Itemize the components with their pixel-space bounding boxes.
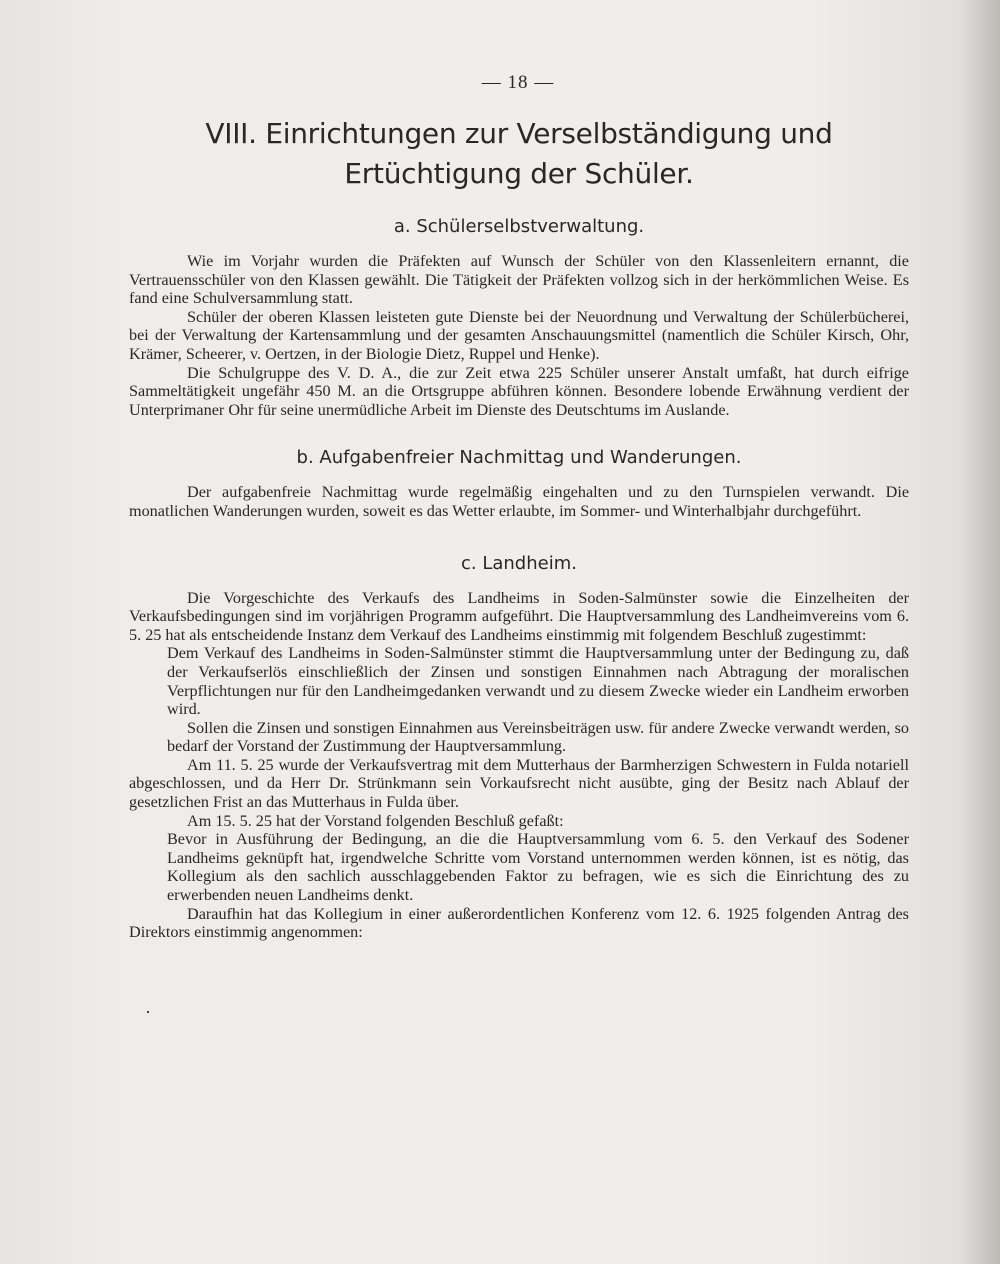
paragraph: Der aufgabenfreie Nachmittag wurde regelmäßig eingehalten und zu den Turnspielen verwandt. Die monatlichen Wanderungen wurden, soweit es das Wetter erlaubte, im Sommer- und Winterhalbjahr durchgeführt. xyxy=(129,483,909,520)
paragraph: Bevor in Ausführung der Bedingung, an die die Hauptversammlung vom 6. 5. den Verkauf des Sodener Landheims geknüpft hat, irgendwelche Schritte vom Vorstand unternommen werden können, ist es nötig, das Kollegium als den sachlich ausschlaggebenden Faktor zu befragen, wie es sich die Einrichtung des zu erwerbenden neuen Landheims denkt. xyxy=(167,830,909,905)
chapter-title: VIII. Einrichtungen zur Verselbständigung und Ertüchtigung der Schüler. xyxy=(205,117,833,190)
section-heading-a: a. Schülerselbstverwaltung. xyxy=(393,216,645,237)
page-number: — 18 — xyxy=(481,72,555,93)
resolution-quote xyxy=(167,644,909,756)
paragraph: Am 15. 5. 25 hat der Vorstand folgenden Beschluß gefaßt: xyxy=(187,811,564,830)
section-c-body xyxy=(129,589,909,942)
paragraph: Daraufhin hat das Kollegium in einer außerordentlichen Konferenz vom 12. 6. 1925 folgenden Antrag des Direktors einstimmig angenommen: xyxy=(129,904,909,942)
list-marker: · xyxy=(145,1002,151,1022)
paragraph: Sollen die Zinsen und sonstigen Einnahmen aus Vereinsbeiträgen usw. für andere Zwecke verwandt werden, so bedarf der Vorstand der Zustimmung der Hauptversammlung. xyxy=(167,718,909,756)
paragraph: Am 11. 5. 25 wurde der Verkaufsvertrag mit dem Mutterhaus der Barmherzigen Schwestern in Fulda notariell abgeschlossen, und da Herr Dr. Strünkmann sein Vorkaufsrecht nicht ausübte, ging der Besitz nach Ablauf der gesetzlichen Frist an das Mutterhaus in Fulda über. xyxy=(129,755,909,812)
section-heading-b: b. Aufgabenfreier Nachmittag und Wanderungen. xyxy=(296,447,742,469)
section-a-body xyxy=(129,252,909,419)
paragraph: Dem Verkauf des Landheims in Soden-Salmünster stimmt die Hauptversammlung unter der Bedingung zu, daß der Verkaufserlös einschließlich der Zinsen und sonstigen Einnahmen nach Abtragung der moralischen Verpflichtungen nur für den Landheimgedanken verwandt und zu diesem Zwecke wieder ein Landheim erworben wird. xyxy=(167,644,909,719)
section-b-body xyxy=(129,483,909,520)
board-resolution-quote xyxy=(167,830,909,904)
page-content xyxy=(129,114,909,942)
paragraph: Schüler der oberen Klassen leisteten gute Dienste bei der Neuordnung und Verwaltung der Schülerbücherei, bei der Verwaltung der Kartensammlung und der gesamten Anschauungsmittel (namentlich die Schüler Kirsch, Ohr, Krämer, Scheerer, v. Oertzen, in der Biologie Dietz, Ruppel und Henke). xyxy=(129,307,909,363)
section-heading-c: c. Landheim. xyxy=(461,552,577,574)
paragraph: Die Vorgeschichte des Verkaufs des Landheims in Soden-Salmünster sowie die Einzelheiten der Verkaufsbedingungen sind im vorjährigen Programm aufgeführt. Die Hauptversammlung des Landheimvereins vom 6. 5. 25 hat als entscheidende Instanz dem Verkauf des Landheims einstimmig mit folgendem Beschluß zugestimmt: xyxy=(129,588,909,644)
paragraph: Die Schulgruppe des V. D. A., die zur Zeit etwa 225 Schüler unserer Anstalt umfaßt, hat durch eifrige Sammeltätigkeit ungefähr 450 M. an die Ortsgruppe abführen können. Besondere lobende Erwähnung verdient der Unterprimaner Ohr für seine unermüdliche Arbeit im Dienste des Deutschtums im Auslande. xyxy=(129,363,909,419)
paragraph: Wie im Vorjahr wurden die Präfekten auf Wunsch der Schüler von den Klassenleitern ernannt, die Vertrauensschüler von den Klassen gewählt. Die Tätigkeit der Präfekten vollzog sich in der herkömmlichen Weise. Es fand eine Schulversammlung statt. xyxy=(129,252,909,308)
